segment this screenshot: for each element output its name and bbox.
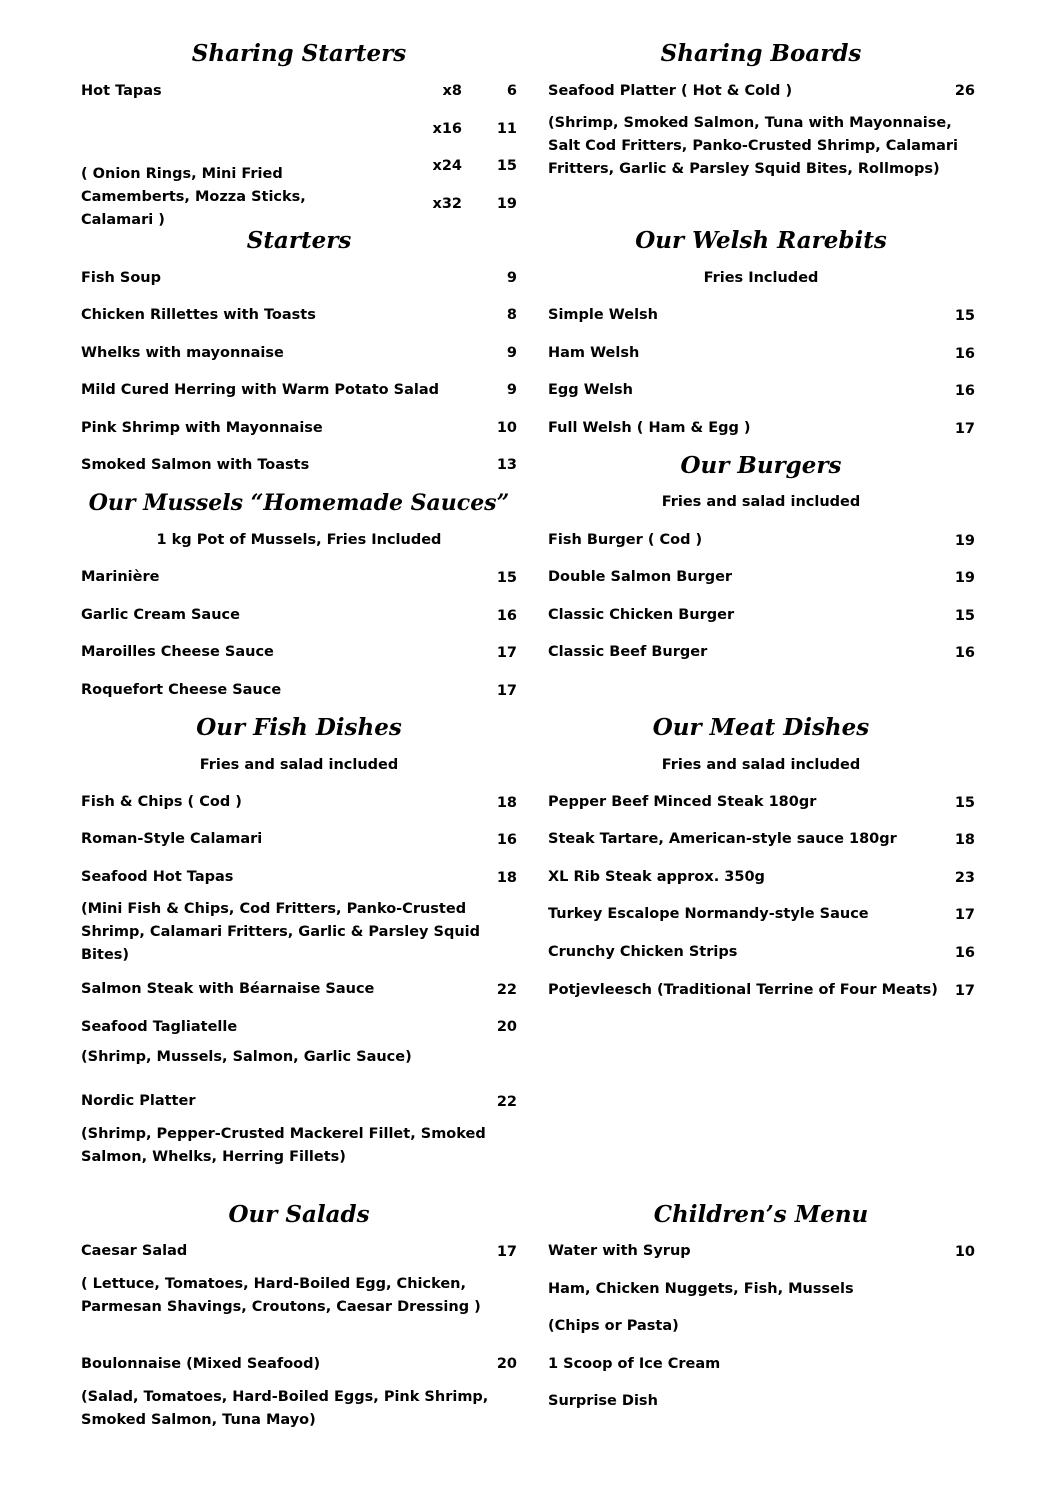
item-price: 16 [954,346,975,362]
item-price: 16 [954,383,975,399]
section-title-burgers: Our Burgers [680,452,842,479]
item-name: Mild Cured Herring with Warm Potato Salad [81,382,440,398]
item-name: Fish Burger ( Cod ) [548,532,703,548]
item-name: Salmon Steak with Béarnaise Sauce [81,981,375,997]
item-description: (Shrimp, Smoked Salmon, Tuna with Mayonnaise, Salt Cod Fritters, Panko-Crusted Shrimp, Calamari Fritters, Garlic & Parsley Squid Bites, Rollmops) [548,115,958,177]
item-name: Potjevleesch (Traditional Terrine of Four Meats) [548,982,938,998]
item-name: Ham Welsh [548,345,640,361]
item-price: 17 [496,645,517,661]
item-name: Pink Shrimp with Mayonnaise [81,420,323,436]
item-name: Maroilles Cheese Sauce [81,644,274,660]
item-name: Classic Chicken Burger [548,607,735,623]
item-name: Simple Welsh [548,307,658,323]
item-price: 8 [506,307,517,323]
item-price: 20 [496,1356,517,1372]
item-price: 15 [954,308,975,324]
item-price: 16 [954,645,975,661]
section-subtitle: Fries Included [703,270,819,286]
item-name: (Chips or Pasta) [548,1318,679,1334]
tapas-qty: x32 [432,196,462,212]
item-name: Fish & Chips ( Cod ) [81,794,242,810]
item-price: 15 [496,570,517,586]
item-price: 9 [506,345,517,361]
item-price: 18 [496,870,517,886]
item-name: Steak Tartare, American-style sauce 180gr [548,831,897,847]
item-name: Whelks with mayonnaise [81,345,284,361]
section-title-childrens-menu: Children’s Menu [653,1201,869,1228]
item-name: Turkey Escalope Normandy-style Sauce [548,906,869,922]
item-name: Egg Welsh [548,382,633,398]
item-description: ( Onion Rings, Mini Fried Camemberts, Mozza Sticks, Calamari ) [81,166,306,228]
item-name: Pepper Beef Minced Steak 180gr [548,794,817,810]
item-price: 16 [496,832,517,848]
item-name: Double Salmon Burger [548,569,733,585]
item-description: ( Lettuce, Tomatoes, Hard-Boiled Egg, Chicken, Parmesan Shavings, Croutons, Caesar Dressing ) [81,1276,481,1315]
item-price: 19 [954,570,975,586]
section-title-starters: Starters [246,227,352,254]
item-name: Full Welsh ( Ham & Egg ) [548,420,751,436]
item-price: 9 [506,270,517,286]
item-name: Nordic Platter [81,1093,196,1109]
item-name: Roman-Style Calamari [81,831,263,847]
item-price: 18 [954,832,975,848]
tapas-qty: x24 [432,158,462,174]
item-price: 16 [954,945,975,961]
item-description: (Shrimp, Pepper-Crusted Mackerel Fillet, Smoked Salmon, Whelks, Herring Fillets) [81,1126,486,1165]
item-name: 1 Scoop of Ice Cream [548,1356,721,1372]
section-title-meat-dishes: Our Meat Dishes [652,714,870,741]
section-title-sharing-starters: Sharing Starters [191,40,407,67]
section-subtitle: 1 kg Pot of Mussels, Fries Included [156,532,442,548]
section-subtitle: Fries and salad included [661,757,861,773]
item-name-hot-tapas: Hot Tapas [81,83,162,99]
item-price: 10 [496,420,517,436]
item-description: (Salad, Tomatoes, Hard-Boiled Eggs, Pink Shrimp, Smoked Salmon, Tuna Mayo) [81,1389,489,1428]
item-price: 9 [506,382,517,398]
item-name: Caesar Salad [81,1243,188,1259]
item-price: 26 [954,83,975,99]
item-price: 17 [954,421,975,437]
tapas-price: 15 [496,158,517,174]
item-name: Classic Beef Burger [548,644,708,660]
item-name: XL Rib Steak approx. 350g [548,869,765,885]
item-price: 10 [954,1244,975,1260]
item-price: 17 [954,983,975,999]
item-description: (Shrimp, Mussels, Salmon, Garlic Sauce) [81,1049,412,1065]
section-subtitle: Fries and salad included [199,757,399,773]
item-price: 22 [496,1094,517,1110]
section-title-sharing-boards: Sharing Boards [660,40,862,67]
item-price: 19 [954,533,975,549]
item-name: Boulonnaise (Mixed Seafood) [81,1356,321,1372]
item-description: (Mini Fish & Chips, Cod Fritters, Panko-Crusted Shrimp, Calamari Fritters, Garlic & Parsley Squid Bites) [81,901,481,963]
item-name: Chicken Rillettes with Toasts [81,307,316,323]
item-price: 16 [496,608,517,624]
section-title-welsh-rarebits: Our Welsh Rarebits [635,227,887,254]
section-subtitle: Fries and salad included [661,494,861,510]
item-price: 17 [496,683,517,699]
tapas-price: 6 [506,83,517,99]
item-price: 18 [496,795,517,811]
item-name: Roquefort Cheese Sauce [81,682,282,698]
section-title-fish-dishes: Our Fish Dishes [196,714,402,741]
section-title-mussels: Our Mussels “Homemade Sauces” [88,490,510,516]
item-name: Fish Soup [81,270,161,286]
item-price: 15 [954,795,975,811]
item-price: 17 [954,907,975,923]
item-price: 23 [954,870,975,886]
tapas-qty: x16 [432,121,462,137]
tapas-price: 11 [496,121,517,137]
item-name: Seafood Hot Tapas [81,869,234,885]
tapas-qty: x8 [442,83,462,99]
item-name: Marinière [81,569,160,585]
item-name: Garlic Cream Sauce [81,607,240,623]
item-name: Seafood Tagliatelle [81,1019,238,1035]
item-name: Crunchy Chicken Strips [548,944,738,960]
item-price: 22 [496,982,517,998]
section-title-salads: Our Salads [228,1201,370,1228]
item-name: Surprise Dish [548,1393,658,1409]
item-name-seafood-platter: Seafood Platter ( Hot & Cold ) [548,83,793,99]
tapas-price: 19 [496,196,517,212]
item-name: Smoked Salmon with Toasts [81,457,310,473]
item-name: Water with Syrup [548,1243,691,1259]
item-name: Ham, Chicken Nuggets, Fish, Mussels [548,1281,854,1297]
item-price: 17 [496,1244,517,1260]
item-price: 15 [954,608,975,624]
item-price: 20 [496,1019,517,1035]
item-price: 13 [496,457,517,473]
